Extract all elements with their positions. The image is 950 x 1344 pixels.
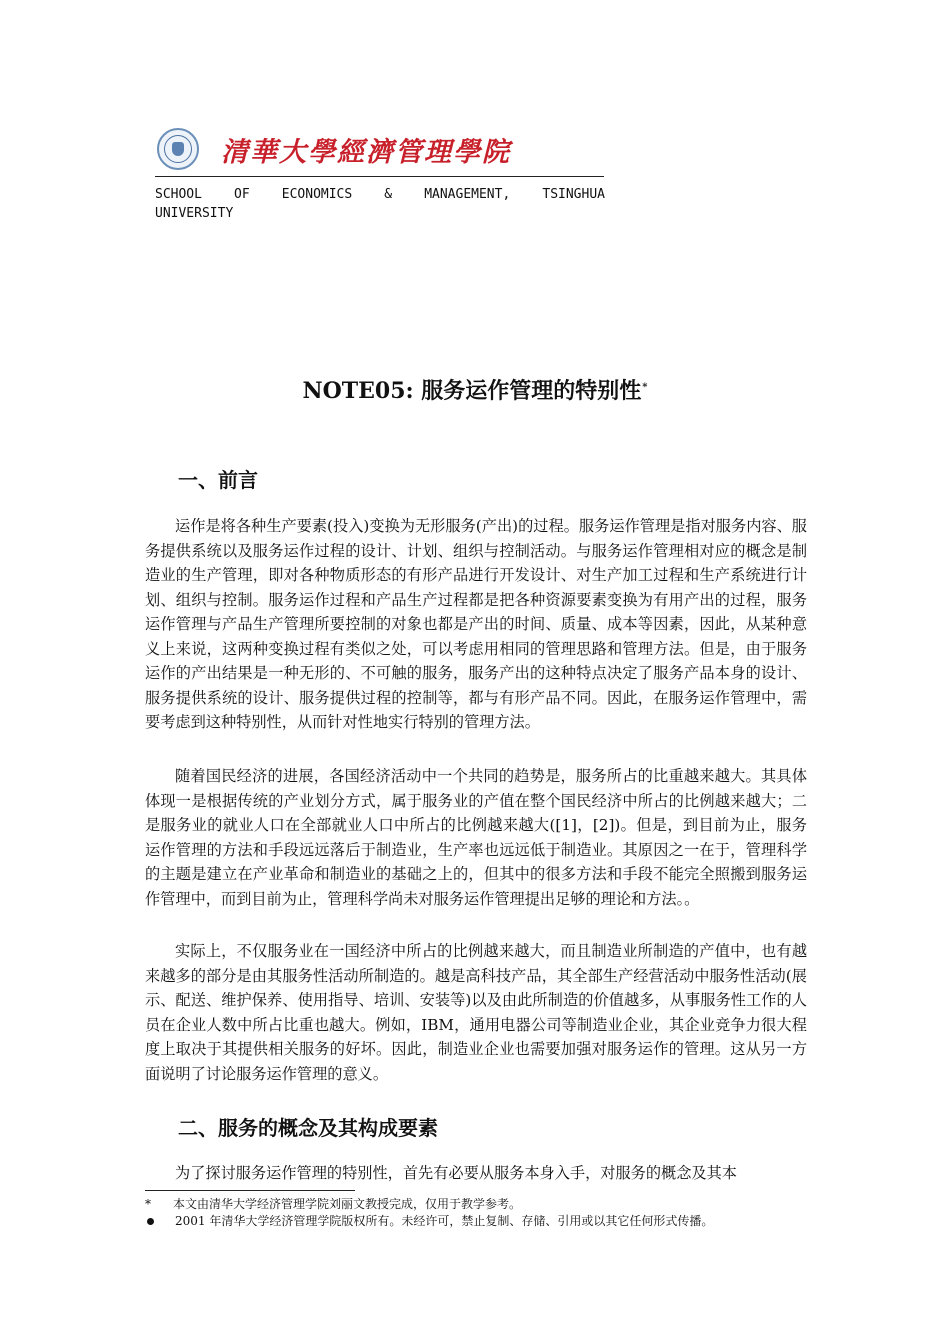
paragraph-4: 为了探讨服务运作管理的特别性，首先有必要从服务本身入手，对服务的概念及其本 <box>175 1164 737 1182</box>
section-heading-introduction: 一、前言 <box>178 468 258 492</box>
school-name-chinese: 清華大學經濟管理學院 <box>221 136 511 168</box>
paragraph-2: 随着国民经济的进展，各国经济活动中一个共同的趋势是，服务所占的比重越来越大。其具体体现一是根据传统的产业划分方式，属于服务业的产值在整个国民经济中所占的比例越来越大；二是服务业的就业人口在全部就业人口中所占的比例越来越大([1]，[2])。但是，到目前为止，服务运作管理的方法和手段远远落后于制造业，生产率也远远低于制造业。其原因之一在于，管理科学的主题是建立在产业革命和制造业的基础之上的，但其中的很多方法和手段不能完全照搬到服务运作管理中，而到目前为止，管理科学尚未对服务运作管理提出足够的理论和方法。。 <box>145 767 807 908</box>
school-logo <box>157 126 511 172</box>
university-seal-icon <box>157 128 199 170</box>
footnote-copyright-text: 2001 年清华大学经济管理学院版权所有。未经许可，禁止复制、存储、引用或以其它任何形式传播。 <box>175 1214 714 1228</box>
document-title-text: NOTE05: 服务运作管理的特别性 <box>302 378 642 404</box>
footnote-mark: * <box>145 1197 151 1211</box>
footnote-author <box>145 1196 521 1212</box>
footnote-author-text: 本文由清华大学经济管理学院刘丽文教授完成，仅用于教学参考。 <box>173 1197 522 1211</box>
bullet-icon <box>147 1218 154 1225</box>
paragraph-3: 实际上，不仅服务业在一国经济中所占的比例越来越大，而且制造业所制造的产值中，也有越来越多的部分是由其服务性活动所制造的。越是高科技产品，其全部生产经营活动中服务性活动(展示、配送、维护保养、使用指导、培训、安装等)以及由此所制造的价值越多，从事服务性工作的人员在企业人数中所占比重也越大。例如，IBM，通用电器公司等制造业企业，其企业竞争力很大程度上取决于其提供相关服务的好坏。因此，制造业企业也需要加强对服务运作的管理。这从另一方面说明了讨论服务运作管理的意义。 <box>145 942 807 1083</box>
document-title <box>0 374 950 405</box>
footnote-divider <box>145 1190 355 1191</box>
paragraph-1: 运作是将各种生产要素(投入)变换为无形服务(产出)的过程。服务运作管理是指对服务内容、服务提供系统以及服务运作过程的设计、计划、组织与控制活动。与服务运作管理相对应的概念是制造业的生产管理，即对各种物质形态的有形产品进行开发设计、对生产加工过程和生产系统进行计划、组织与控制。服务运作过程和产品生产过程都是把各种资源要素变换为有用产出的过程，服务运作管理与产品生产管理所要控制的对象也都是产出的时间、质量、成本等因素，因此，从某种意义上来说，这两种变换过程有类似之处，可以考虑用相同的管理思路和管理方法。但是，由于服务运作的产出结果是一种无形的、不可触的服务，服务产出的这种特点决定了服务产品本身的设计、服务提供系统的设计、服务提供过程的控制等，都与有形产品不同。因此，在服务运作管理中，需要考虑到这种特别性，从而针对性地实行特别的管理方法。 <box>145 517 807 731</box>
footnote-copyright <box>145 1213 713 1229</box>
school-name-english-line2: UNIVERSITY <box>155 206 234 221</box>
title-footnote-mark: * <box>642 381 648 393</box>
header-divider <box>155 176 604 177</box>
school-name-english-line1: SCHOOL OF ECONOMICS & MANAGEMENT, TSINGHUA <box>155 187 605 202</box>
section-heading-service-concept: 二、服务的概念及其构成要素 <box>178 1116 438 1140</box>
